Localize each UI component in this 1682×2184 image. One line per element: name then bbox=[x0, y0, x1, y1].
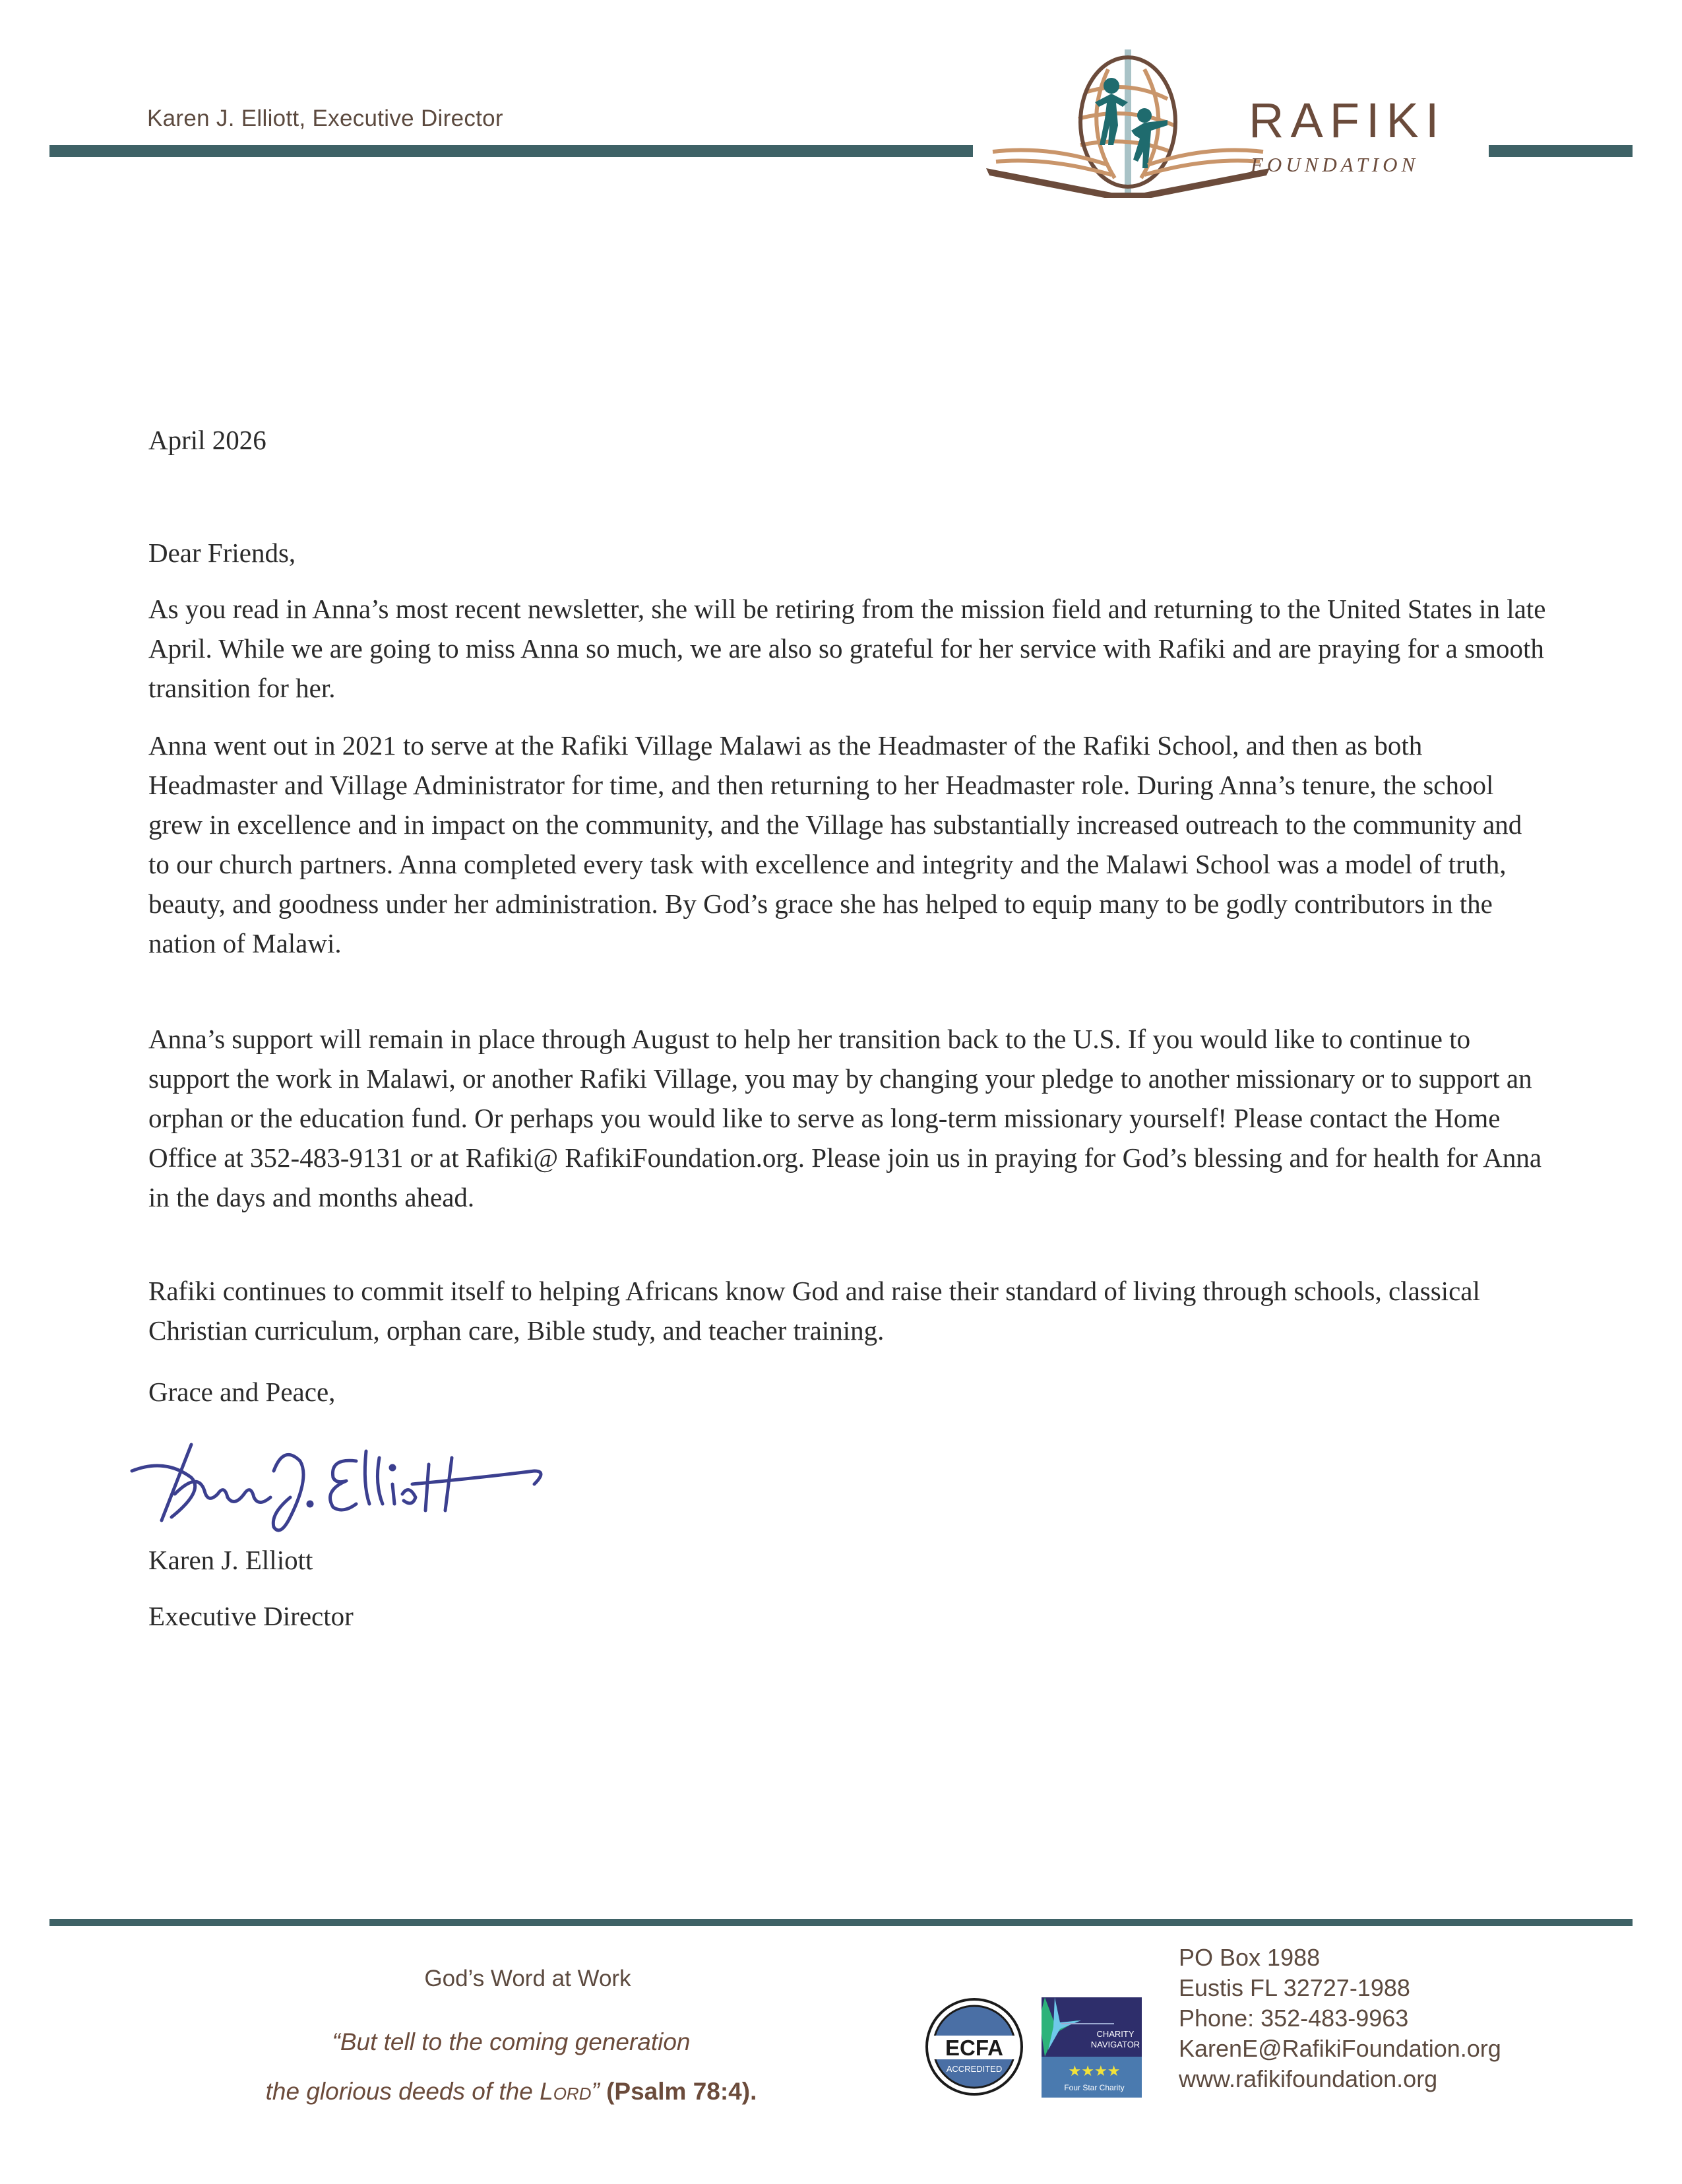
letter-paragraph: Anna’s support will remain in place through August to help her transition back to the U.S. If you would like to continue to support the work in Malawi, or another Rafiki Village, you may by changing your pledge to another missionary or to support an orphan or the education fund. Or perhaps you would like to serve as long-term missionary yourself! Please contact the Home Office at 352-483-9131 or at Rafiki@ RafikiFoundation.org. Please join us in praying for God’s blessing and for health for Anna in the days and months ahead. bbox=[148, 1024, 1542, 1212]
footer-contact-block bbox=[1179, 1943, 1501, 2094]
letter-paragraph: Rafiki continues to commit itself to helping Africans know God and raise their standard of living through schools, classical Christian curriculum, orphan care, Bible study, and teacher training. bbox=[148, 1276, 1480, 1346]
letter-paragraph: As you read in Anna’s most recent newsletter, she will be retiring from the mission field and returning to the United States in late April. While we are going to miss Anna so much, we are also so grateful for her service with Rafiki and are praying for a smooth transition for her. bbox=[148, 594, 1546, 703]
letter-salutation: Dear Friends, bbox=[148, 538, 296, 568]
charity-line1: CHARITY bbox=[1096, 2029, 1135, 2039]
letter-closing: Grace and Peace, bbox=[148, 1377, 336, 1407]
header-rule-right bbox=[1489, 145, 1633, 157]
charity-navigator-badge-icon bbox=[1042, 1997, 1142, 2098]
verse-text: the glorious deeds of the bbox=[265, 2078, 540, 2105]
charity-caption: Four Star Charity bbox=[1064, 2083, 1125, 2092]
footer-rule bbox=[49, 1919, 1633, 1926]
verse-close-quote: ” bbox=[591, 2078, 600, 2105]
contact-email-link[interactable]: KarenE@RafikiFoundation.org bbox=[1179, 2035, 1501, 2062]
contact-po-box: PO Box 1988 bbox=[1179, 1944, 1321, 1971]
verse-lord: Lord bbox=[540, 2078, 592, 2105]
contact-website-link[interactable]: www.rafikifoundation.org bbox=[1179, 2065, 1438, 2092]
letter-date: April 2026 bbox=[148, 425, 266, 455]
ecfa-accredited-label: ACCREDITED bbox=[946, 2064, 1003, 2074]
ecfa-label: ECFA bbox=[945, 2036, 1004, 2060]
ecfa-accredited-badge-icon bbox=[925, 1997, 1024, 2096]
footer-verse-line-2 bbox=[132, 2078, 890, 2106]
letterhead-author-line: Karen J. Elliott, Executive Director bbox=[147, 106, 503, 131]
logo-subtitle: FOUNDATION bbox=[1251, 153, 1419, 176]
footer-tagline: God’s Word at Work bbox=[424, 1966, 631, 1991]
logo-cross bbox=[1125, 49, 1131, 195]
logo-wordmark: RAFIKI bbox=[1249, 93, 1446, 148]
signer-name: Karen J. Elliott bbox=[148, 1545, 313, 1575]
header-rule-left bbox=[49, 145, 973, 157]
letter-paragraph: Anna went out in 2021 to serve at the Rafiki Village Malawi as the Headmaster of the Rafiki School, and then as both Headmaster and Village Administrator for time, and then returning to her Headmaster role. During Anna’s tenure, the school grew in excellence and in impact on the community, and the Village has substantially increased outreach to the community and to our church partners. Anna completed every task with excellence and integrity and the Malawi School was a model of truth, beauty, and goodness under her administration. By God’s grace she has helped to equip many to be godly contributors in the nation of Malawi. bbox=[148, 730, 1522, 958]
signer-title: Executive Director bbox=[148, 1601, 354, 1631]
verse-reference: (Psalm 78:4). bbox=[599, 2078, 757, 2105]
contact-city: Eustis FL 32727-1988 bbox=[1179, 1974, 1410, 2001]
contact-phone: Phone: 352-483-9963 bbox=[1179, 2005, 1409, 2032]
charity-stars: ★★★★ bbox=[1068, 2063, 1121, 2080]
signature-icon bbox=[112, 1431, 561, 1537]
charity-line2: NAVIGATOR bbox=[1090, 2040, 1140, 2049]
footer-verse-line-1: “But tell to the coming generation bbox=[332, 2028, 691, 2055]
